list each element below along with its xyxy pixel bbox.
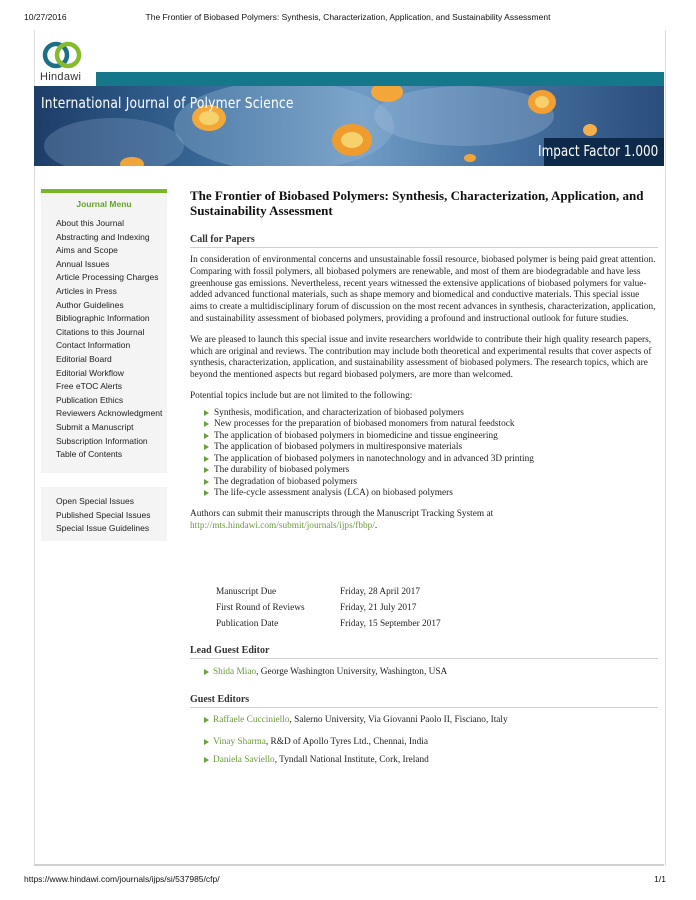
triangle-bullet-icon — [204, 433, 209, 439]
menu-item-contact[interactable]: Contact Information — [56, 340, 131, 351]
guest-editor-link[interactable]: Vinay Sharma — [213, 737, 266, 747]
list-item — [204, 477, 658, 489]
intro-paragraph: In consideration of environmental concerns and unsustainable fossil resource, biobased polymer is being paid great attention. Comparing with fossil polymers, all biobased polymers are renewable, and most of them are biodegradable and have less greenhouse gas emissions. Nevertheless, recent years witnessed the extensive applications of biobased polymers for value-added advanced functional materials, such as shape memory and biomedical and conductive materials. This special issue aims to create a multidisciplinary forum of discussion on the most recent advances in synthesis, characterization, application, and sustainability assessment of biobased polymers, providing a profound and instructional outlook for future studies. — [190, 255, 656, 324]
menu-item-ethics[interactable]: Publication Ethics — [56, 394, 124, 405]
menu-item-reviewers[interactable]: Reviewers Acknowledgment — [56, 408, 163, 419]
brand-name[interactable]: Hindawi — [40, 71, 82, 83]
page-bottom-border — [34, 864, 664, 866]
topic-text: The application of biobased polymers in biomedicine and tissue engineering — [214, 430, 498, 441]
topics-intro: Potential topics include but are not limited to the following: — [190, 390, 413, 401]
special-issues-menu — [41, 487, 167, 541]
date-value: Friday, 15 September 2017 — [340, 619, 441, 629]
date-row — [216, 600, 441, 616]
guest-editor-entry — [204, 715, 508, 725]
print-footer — [0, 874, 696, 888]
topic-text: The application of biobased polymers in nanotechnology and in advanced 3D printing — [214, 453, 534, 464]
triangle-bullet-icon — [204, 669, 209, 675]
guest-editor-entry — [204, 737, 428, 747]
impact-factor-box — [537, 138, 664, 166]
impact-factor: Impact Factor 1.000 — [537, 142, 658, 160]
invite-paragraph: We are pleased to launch this special issue and invite researchers worldwide to contribute their high quality research papers, which are original and reviews. The contribution may include both theoretical and experimental results that cover aspects of synthesis, characterization, application, and sustainability assessment of biobased polymers. The research topics, which are beyond the mentioned aspects but regard biobased polymers, are more than welcomed. — [190, 334, 652, 381]
date-label: Manuscript Due — [216, 587, 277, 597]
triangle-bullet-icon — [204, 467, 209, 473]
date-label: Publication Date — [216, 619, 279, 629]
list-item — [204, 419, 658, 431]
menu-item-editorial-workflow[interactable]: Editorial Workflow — [56, 367, 124, 378]
triangle-bullet-icon — [204, 456, 209, 462]
journal-menu — [41, 189, 167, 473]
print-page-title: The Frontier of Biobased Polymers: Synthesis, Characterization, Application, and Sustainability Assessment — [145, 12, 551, 22]
menu-item-apc[interactable]: Article Processing Charges — [56, 272, 159, 283]
list-item — [204, 408, 658, 420]
print-header — [0, 12, 696, 26]
topics-list — [190, 408, 658, 500]
editor-affiliation: , R&D of Apollo Tyres Ltd., Chennai, India — [265, 737, 429, 747]
guest-editor-link[interactable]: Daniela Saviello — [213, 755, 275, 765]
menu-item-subscription[interactable]: Subscription Information — [56, 435, 148, 446]
call-for-papers-heading: Call for Papers — [190, 234, 658, 248]
date-value: Friday, 28 April 2017 — [340, 587, 420, 597]
journal-menu-title: Journal Menu — [76, 199, 132, 209]
topic-text: The durability of biobased polymers — [214, 465, 350, 476]
journal-name[interactable]: International Journal of Polymer Science — [41, 94, 294, 112]
topic-text: The life-cycle assessment analysis (LCA) on biobased polymers — [214, 488, 453, 499]
menu-item-aims[interactable]: Aims and Scope — [56, 245, 118, 256]
lead-editor-entry — [204, 667, 447, 677]
menu-item-abstracting[interactable]: Abstracting and Indexing — [56, 231, 150, 242]
triangle-bullet-icon — [204, 717, 209, 723]
editor-affiliation: , Tyndall National Institute, Cork, Ireland — [274, 755, 429, 765]
triangle-bullet-icon — [204, 421, 209, 427]
triangle-bullet-icon — [204, 739, 209, 745]
date-label: First Round of Reviews — [216, 603, 305, 613]
journal-banner[interactable] — [34, 86, 664, 166]
date-row — [216, 584, 441, 600]
important-dates — [216, 584, 441, 632]
topic-text: The application of biobased polymers in multiresponsive materials — [214, 442, 463, 453]
triangle-bullet-icon — [204, 410, 209, 416]
list-item — [204, 454, 658, 466]
list-item — [204, 465, 658, 477]
guest-editor-link[interactable]: Raffaele Cucciniello — [213, 715, 290, 725]
menu-item-open-special[interactable]: Open Special Issues — [56, 496, 134, 506]
submission-end: . — [374, 520, 378, 531]
topic-text: New processes for the preparation of biobased monomers from natural feedstock — [214, 419, 515, 430]
list-item — [204, 442, 658, 454]
menu-item-about[interactable]: About this Journal — [56, 218, 125, 228]
menu-item-bibliographic[interactable]: Bibliographic Information — [56, 313, 150, 324]
triangle-bullet-icon — [204, 757, 209, 763]
lead-editor-link[interactable]: Shida Miao — [213, 667, 257, 677]
menu-item-published-special[interactable]: Published Special Issues — [56, 509, 151, 520]
guest-editor-entry — [204, 755, 429, 765]
guest-editors-heading: Guest Editors — [190, 694, 658, 708]
triangle-bullet-icon — [204, 479, 209, 485]
menu-item-submit[interactable]: Submit a Manuscript — [56, 421, 134, 432]
menu-item-author-guidelines[interactable]: Author Guidelines — [56, 299, 124, 310]
date-value: Friday, 21 July 2017 — [340, 603, 417, 613]
menu-item-special-guidelines[interactable]: Special Issue Guidelines — [56, 523, 150, 534]
menu-item-toc[interactable]: Table of Contents — [56, 449, 123, 460]
list-item — [204, 431, 658, 443]
menu-item-etoc[interactable]: Free eTOC Alerts — [56, 381, 122, 392]
list-item — [204, 488, 658, 500]
menu-item-citations[interactable]: Citations to this Journal — [56, 326, 145, 337]
date-row — [216, 616, 441, 632]
print-url: https://www.hindawi.com/journals/ijps/si/537985/cfp/ — [24, 874, 220, 884]
submission-link[interactable]: http://mts.hindawi.com/submit/journals/ijps/fbbp/ — [190, 520, 375, 531]
submission-paragraph — [190, 509, 658, 533]
triangle-bullet-icon — [204, 444, 209, 450]
topic-text: Synthesis, modification, and characterization of biobased polymers — [214, 407, 464, 418]
submission-text: Authors can submit their manuscripts through the Manuscript Tracking System at — [190, 508, 494, 519]
editor-affiliation: , George Washington University, Washington, USA — [256, 667, 448, 677]
header-accent-bar — [96, 72, 664, 86]
lead-guest-editor-heading: Lead Guest Editor — [190, 645, 658, 659]
journal-menu-sidebar — [41, 189, 167, 541]
menu-item-annual-issues[interactable]: Annual Issues — [56, 258, 110, 269]
article-title: The Frontier of Biobased Polymers: Synthesis, Characterization, Application, and Sustainability Assessment — [190, 188, 644, 218]
editor-affiliation: , Salerno University, Via Giovanni Paolo II, Fisciano, Italy — [289, 715, 508, 725]
main-content — [190, 188, 658, 532]
topic-text: The degradation of biobased polymers — [214, 476, 358, 487]
menu-item-in-press[interactable]: Articles in Press — [56, 285, 117, 296]
menu-item-editorial-board[interactable]: Editorial Board — [56, 353, 112, 364]
print-date: 10/27/2016 — [24, 12, 67, 22]
print-page-number: 1/1 — [654, 874, 666, 884]
triangle-bullet-icon — [204, 490, 209, 496]
